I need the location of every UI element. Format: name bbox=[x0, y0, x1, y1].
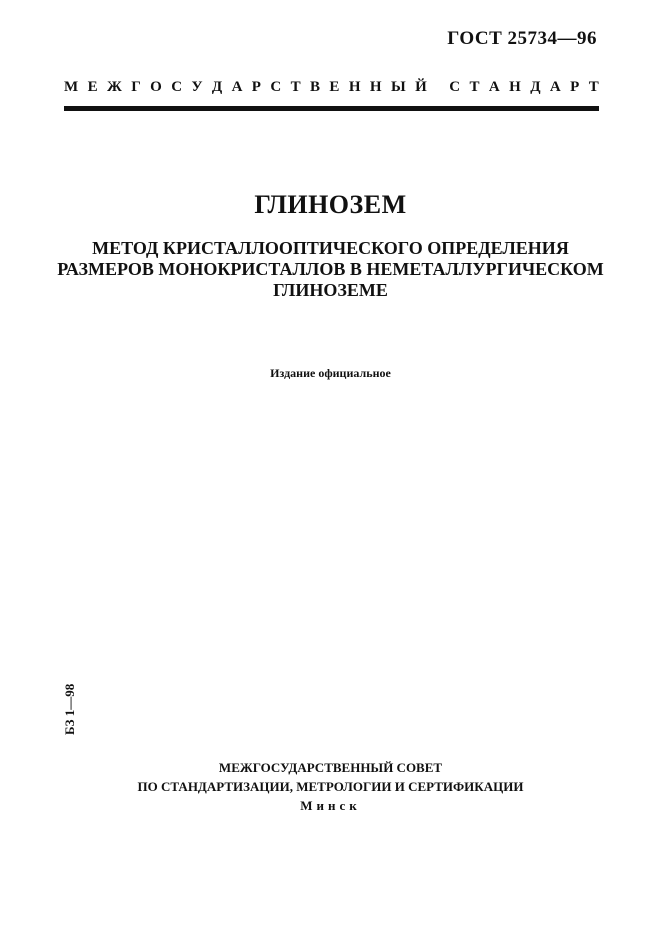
series-letter: Й bbox=[415, 79, 427, 95]
series-letter: Г bbox=[131, 79, 141, 95]
series-letter: Д bbox=[530, 79, 541, 95]
series-letter: Т bbox=[290, 79, 301, 95]
subtitle-line-2: РАЗМЕРОВ МОНОКРИСТАЛЛОВ В НЕМЕТАЛЛУРГИЧЕСКОМ bbox=[57, 259, 604, 279]
series-letter: Н bbox=[348, 79, 361, 95]
series-letter: О bbox=[150, 79, 162, 95]
standard-series-heading bbox=[64, 79, 599, 96]
series-letter: Ж bbox=[106, 79, 122, 95]
series-letter: Е bbox=[329, 79, 340, 95]
header-rule bbox=[64, 106, 599, 111]
series-letter bbox=[436, 79, 440, 96]
series-letter: А bbox=[488, 79, 500, 95]
publisher-block bbox=[0, 758, 661, 815]
side-code: БЗ 1—98 bbox=[62, 683, 77, 735]
document-title: ГЛИНОЗЕМ bbox=[254, 190, 407, 219]
series-letter: Е bbox=[87, 79, 98, 95]
publisher-city: Минск bbox=[300, 798, 361, 813]
series-letter: А bbox=[549, 79, 561, 95]
series-letter: Р bbox=[251, 79, 261, 95]
series-letter: Н bbox=[369, 79, 382, 95]
series-letter: А bbox=[231, 79, 243, 95]
series-letter: Т bbox=[469, 79, 480, 95]
series-letter: С bbox=[449, 79, 461, 95]
series-letter: Н bbox=[509, 79, 521, 95]
series-letter: Ы bbox=[390, 79, 406, 95]
publisher-line-1: МЕЖГОСУДАРСТВЕННЫЙ СОВЕТ bbox=[218, 760, 443, 775]
publisher-line-2: ПО СТАНДАРТИЗАЦИИ, МЕТРОЛОГИИ И СЕРТИФИКАЦИИ bbox=[137, 779, 524, 794]
subtitle-line-3: ГЛИНОЗЕМЕ bbox=[273, 280, 388, 300]
series-letter: М bbox=[64, 79, 79, 95]
series-letter: У bbox=[191, 79, 203, 95]
series-letter: В bbox=[310, 79, 321, 95]
document-subtitle bbox=[40, 238, 621, 301]
series-letter: Р bbox=[570, 79, 580, 95]
series-letter: Д bbox=[211, 79, 223, 95]
series-letter: С bbox=[171, 79, 183, 95]
edition-note: Издание официальное bbox=[270, 366, 391, 380]
series-letter: С bbox=[270, 79, 282, 95]
subtitle-line-1: МЕТОД КРИСТАЛЛООПТИЧЕСКОГО ОПРЕДЕЛЕНИЯ bbox=[92, 238, 569, 258]
series-letter: Т bbox=[588, 79, 599, 95]
document-code: ГОСТ 25734—96 bbox=[447, 28, 597, 49]
